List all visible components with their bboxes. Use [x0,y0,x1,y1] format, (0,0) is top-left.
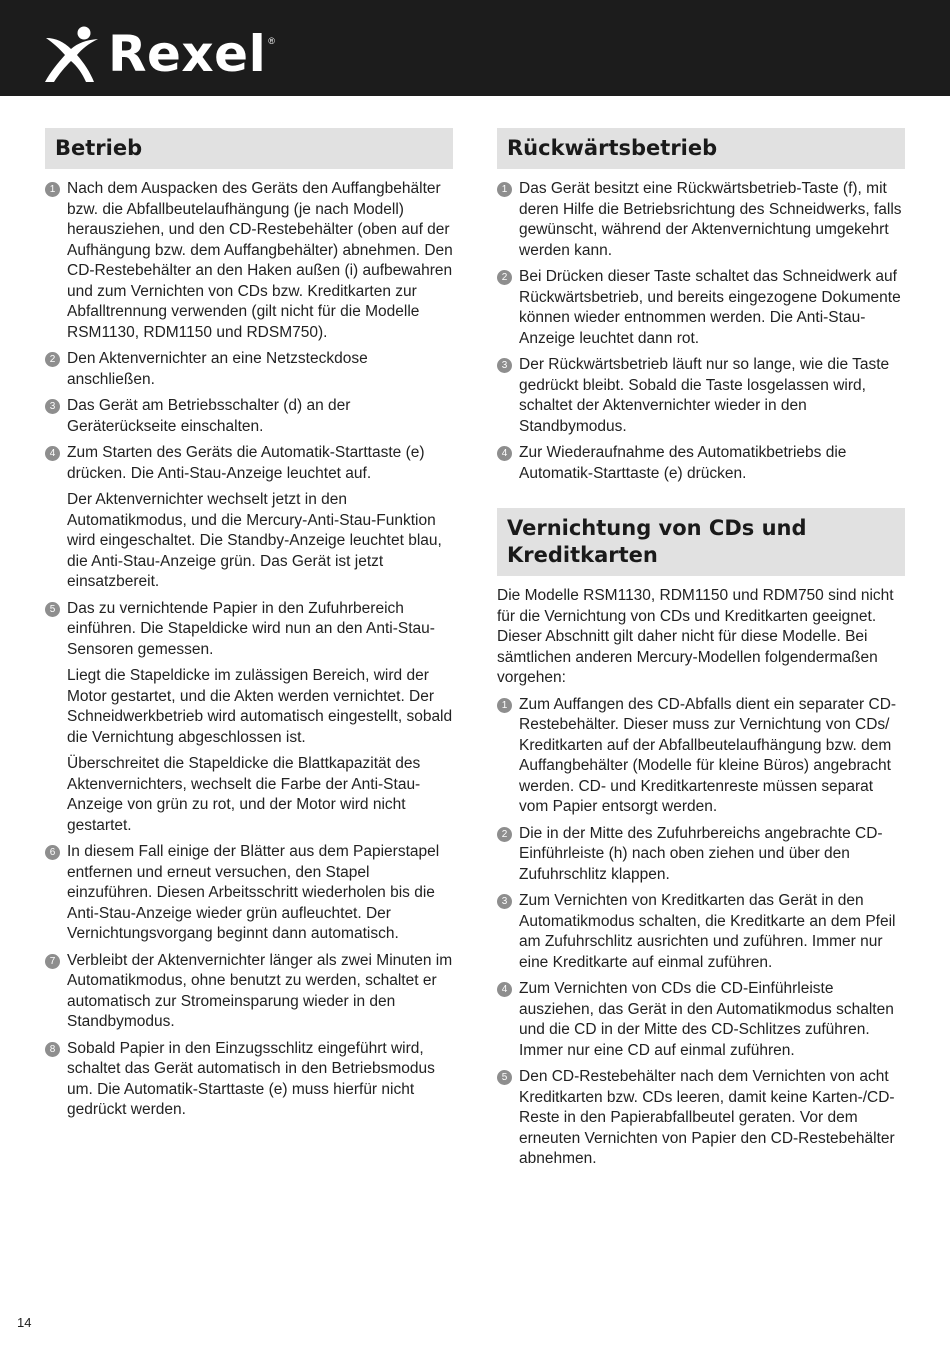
step-text: Liegt die Stapeldicke im zulässigen Bereich, wird der Motor gestartet, und die Akten werden vernichtet. Der Schneidwerkbetrieb wird automatisch eingestellt, sobald die Vernichtung abgeschlossen ist. [67,667,453,746]
step-text: Verbleibt der Aktenvernichter länger als zwei Minuten im Automatikmodus, ohne benutzt zu werden, schaltet er automatisch zur Stromeinsparung wieder in den Standbymodus. [67,951,453,1030]
list-item [497,891,905,973]
step-number-badge: 7 [45,954,60,969]
list-item [497,355,905,437]
step-text: Bei Drücken dieser Taste schaltet das Schneidwerk auf Rückwärtsbetrieb, und bereits eingezogene Dokumente können wieder entnommen werden. Die Anti-Stau-Anzeige leuchtet dann rot. [519,268,901,347]
step-text: Zur Wiederaufnahme des Automatikbetriebs die Automatik-Starttaste (e) drücken. [519,444,847,482]
list-item [45,951,453,1033]
step-number-badge: 5 [497,1070,512,1085]
step-text: In diesem Fall einige der Blätter aus dem Papierstapel entfernen und erneut versuchen, den Stapel einzuführen. Diesen Arbeitsschritt wiederholen bis die Anti-Stau-Anzeige wieder grün aufleuchtet. Der Vernichtungsvorgang beginnt dann automatisch. [67,843,440,942]
step-number-badge: 1 [497,698,512,713]
step-text: Der Aktenvernichter wechselt jetzt in den Automatikmodus, und die Mercury-Anti-Stau-Funktion wird eingeschaltet. Die Standby-Anzeige leuchtet blau, die Anti-Stau-Anzeige grün. Das Gerät ist jetzt einsatzbereit. [67,491,442,590]
step-number-badge: 3 [497,894,512,909]
list-item [497,1067,905,1170]
list-item [497,979,905,1061]
step-text: Der Rückwärtsbetrieb läuft nur so lange, wie die Taste gedrückt bleibt. Sobald die Taste losgelassen wird, schaltet der Aktenvernichter wieder in den Standbymodus. [519,356,890,435]
step-text: Das zu vernichtende Papier in den Zufuhrbereich einführen. Die Stapeldicke wird nun an den Anti-Stau-Sensoren gemessen. [67,599,435,658]
list-item [45,842,453,945]
step-number-badge: 2 [497,827,512,842]
step-number-badge: 3 [45,399,60,414]
step-text: Überschreitet die Stapeldicke die Blattkapazität des Aktenvernichters, wechselt die Farbe der Anti-Stau-Anzeige von grün zu rot, und der Motor wird nicht gestartet. [67,755,421,834]
header-bar [0,0,950,96]
brand-name: Rexel [108,25,267,83]
step-text: Nach dem Auspacken des Geräts den Auffangbehälter bzw. die Abfallbeutelaufhängung (je nach Modell) herausziehen, und den CD-Restebehälter (oben auf der Aufhängung bzw. dem Auffangbehälter) abnehmen. Den CD-Restebehälter an den Haken außen (i) aufbewahren und zum Vernichten von CDs bzw. Kreditkarten zur Abfalltrennung verwenden (gilt nicht für die Modelle RSM1130, RDM1150 und RDSM750). [67,180,453,341]
page-number: 14 [17,1315,32,1330]
list-item [45,349,453,390]
list-item [45,443,453,593]
step-text: Sobald Papier in den Einzugsschlitz eingeführt wird, schaltet das Gerät automatisch in den Betriebsmodus um. Die Automatik-Starttaste (e) muss hierfür nicht gedrückt werden. [67,1039,435,1118]
step-text: Zum Vernichten von Kreditkarten das Gerät in den Automatikmodus schalten, die Kreditkarte an dem Pfeil am Zufuhrschlitz ausrichten und zuführen. Immer nur eine Kreditkarte auf einmal zuführen. [519,892,896,971]
step-text: Den CD-Restebehälter nach dem Vernichten von acht Kreditkarten bzw. CDs leeren, damit keine Karten-/CD-Reste in den Papierabfallbeutel geraten. Vor dem erneuten Vernichten von Papier den CD-Restebehälter abnehmen. [519,1068,895,1167]
section-intro: Die Modelle RSM1130, RDM1150 und RDM750 sind nicht für die Vernichtung von CDs und Kreditkarten geeignet. Dieser Abschnitt gilt daher nicht für diese Modelle. Bei sämtlichen anderen Mercury-Modellen folgendermaßen vorgehen: [497,587,894,686]
list-item [45,599,453,837]
step-number-badge: 5 [45,602,60,617]
step-number-badge: 3 [497,358,512,373]
list-item [497,267,905,349]
list-item [497,695,905,818]
list-item [497,824,905,886]
registered-mark: ® [268,36,275,46]
section-title-betrieb: Betrieb [45,128,453,169]
step-number-badge: 4 [497,982,512,997]
rexel-logo [42,24,275,84]
rueckwaertsbetrieb-steps [497,179,905,484]
step-number-badge: 1 [45,182,60,197]
step-number-badge: 8 [45,1042,60,1057]
step-text: Zum Starten des Geräts die Automatik-Starttaste (e) drücken. Die Anti-Stau-Anzeige leuchtet auf. [67,444,425,482]
section-title-cd-kreditkarten: Vernichtung von CDs und Kreditkarten [497,508,905,576]
list-item [45,179,453,343]
step-number-badge: 4 [497,446,512,461]
step-number-badge: 1 [497,182,512,197]
step-text: Zum Auffangen des CD-Abfalls dient ein separater CD-Restebehälter. Dieser muss zur Vernichtung von CDs/ Kreditkarten auf der Abfallbeutelaufhängung bzw. dem Auffangbehälter (Modelle für kleine Büros) angebracht werden. CD- und Kreditkartenreste müssen separat vom Papier entsorgt werden. [519,695,897,815]
step-text: Die in der Mitte des Zufuhrbereichs angebrachte CD-Einführleiste (h) nach oben ziehen und über den Zufuhrschlitz klappen. [519,824,883,883]
cd-section [497,508,905,1170]
rexel-figure-icon [42,24,106,84]
step-number-badge: 2 [497,270,512,285]
right-column [497,128,905,1176]
section-title-rueckwaertsbetrieb: Rückwärtsbetrieb [497,128,905,169]
step-text: Das Gerät am Betriebsschalter (d) an der Geräterückseite einschalten. [67,397,351,435]
step-number-badge: 4 [45,446,60,461]
betrieb-steps [45,179,453,1121]
step-number-badge: 2 [45,352,60,367]
step-number-badge: 6 [45,845,60,860]
list-item [497,443,905,484]
step-text: Den Aktenvernichter an eine Netzsteckdose anschließen. [67,350,368,388]
list-item [497,179,905,261]
cd-steps [497,695,905,1170]
list-item [45,396,453,437]
list-item [45,1039,453,1121]
step-text: Das Gerät besitzt eine Rückwärtsbetrieb-Taste (f), mit deren Hilfe die Betriebsrichtung des Schneidwerks, falls gewünscht, während der Aktenvernichtung umgekehrt werden kann. [519,180,902,259]
left-column [45,128,453,1127]
step-text: Zum Vernichten von CDs die CD-Einführleiste ausziehen, das Gerät in den Automatikmodus schalten und die CD in der Mitte des CD-Schlitzes zuführen. Immer nur eine CD auf einmal zuführen. [519,980,894,1059]
